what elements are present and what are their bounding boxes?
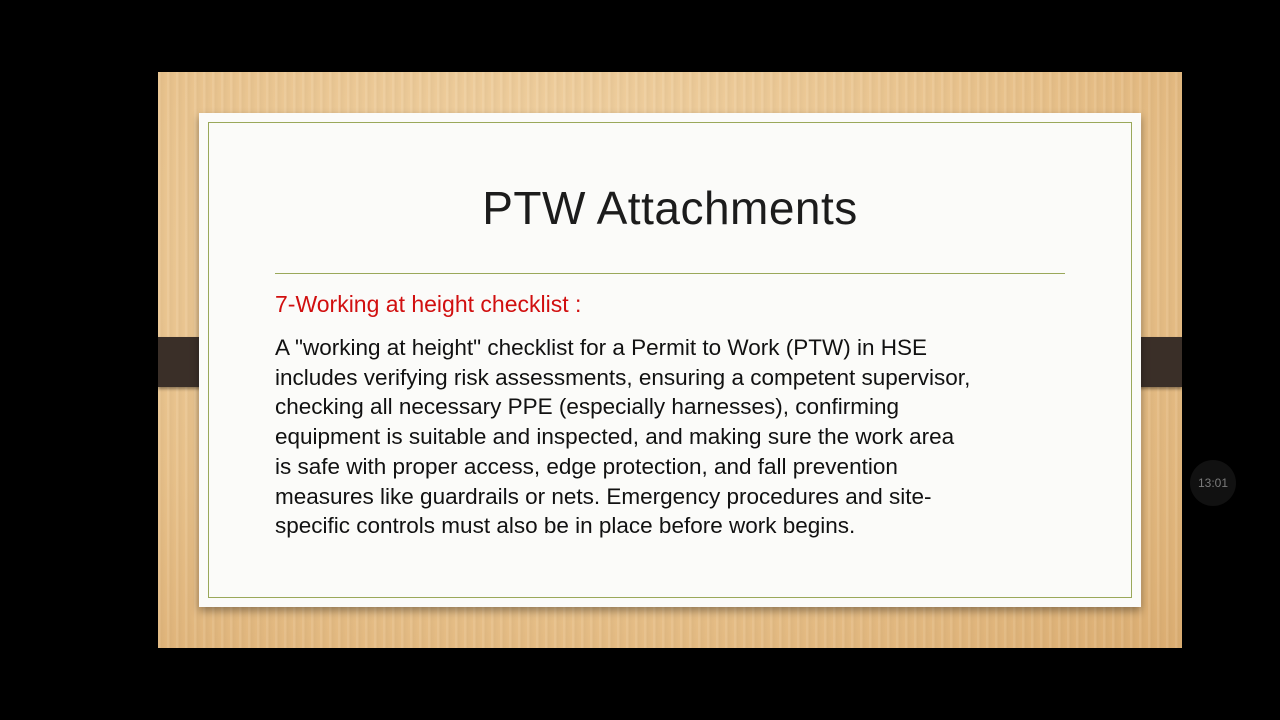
body-line: specific controls must also be in place before work begins. xyxy=(275,513,856,539)
slide-frame xyxy=(158,72,1182,648)
body-line: includes verifying risk assessments, ensuring a competent supervisor, xyxy=(275,364,971,390)
body-line: checking all necessary PPE (especially harnesses), confirming xyxy=(275,394,900,420)
title-divider xyxy=(275,273,1065,274)
body-paragraph xyxy=(275,333,1075,541)
body-line: is safe with proper access, edge protection, and fall prevention xyxy=(275,453,898,479)
section-heading: 7-Working at height checklist : xyxy=(275,291,582,317)
body-line: A "working at height" checklist for a Permit to Work (PTW) in HSE xyxy=(275,335,928,360)
body-line: measures like guardrails or nets. Emergency procedures and site- xyxy=(275,483,932,509)
body-line: equipment is suitable and inspected, and making sure the work area xyxy=(275,424,955,450)
timestamp-badge[interactable]: 13:01 xyxy=(1190,460,1236,506)
slide-title: PTW Attachments xyxy=(482,182,858,234)
slide-paper xyxy=(199,113,1141,607)
